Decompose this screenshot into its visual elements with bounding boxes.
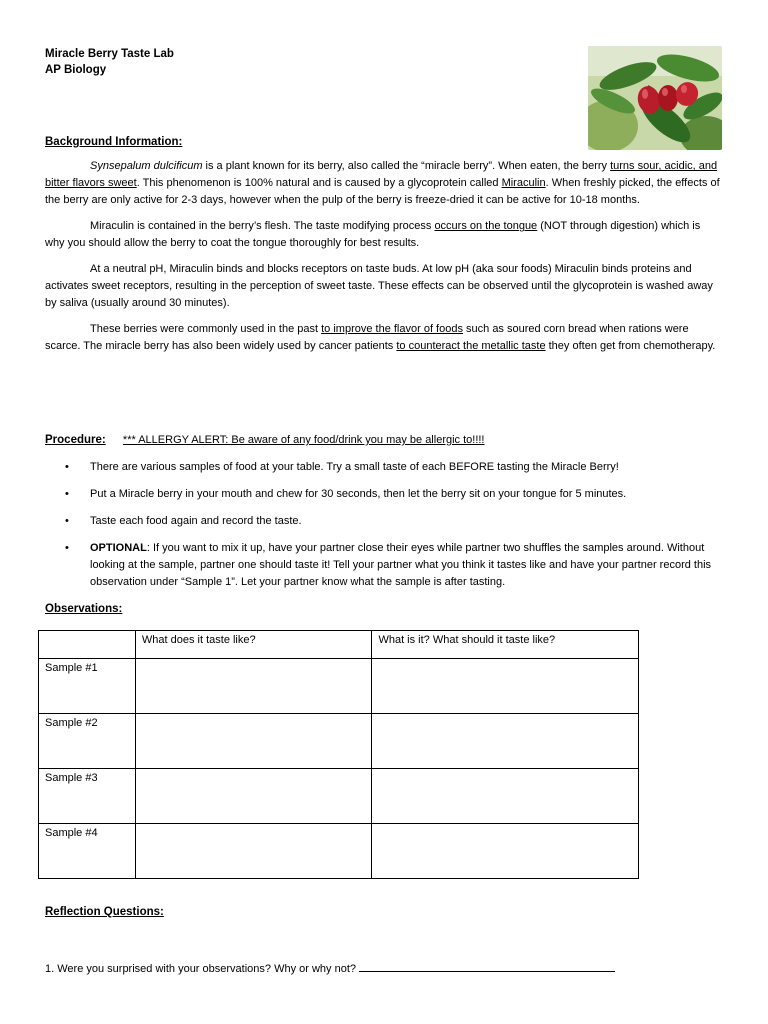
identity-cell[interactable] [372, 659, 639, 714]
table-row [39, 714, 639, 769]
observations-table [38, 630, 639, 879]
observations-heading: Observations: [45, 603, 123, 615]
background-body [45, 158, 721, 364]
background-paragraph-3: At a neutral pH, Miraculin binds and blocks receptors on taste buds. At low pH (aka sour foods) Miraculin binds proteins and activates sweet receptors, resulting in the perception of sweet taste. These effects can be observed until the glycoprotein is washed away by saliva (usually around 30 minutes). [45, 263, 713, 310]
header-cell-taste: What does it taste like? [135, 631, 372, 659]
miracle-berry-photo [588, 46, 722, 150]
answer-blank[interactable] [359, 959, 615, 972]
taste-cell[interactable] [135, 824, 372, 879]
bullet-icon: • [65, 542, 69, 555]
sample-label: Sample #4 [39, 824, 136, 879]
procedure-step: • There are various samples of food at your table. Try a small taste of each BEFORE tasting the Miracle Berry! [45, 459, 721, 476]
procedure-step-optional: • OPTIONAL: If you want to mix it up, have your partner close their eyes while partner two shuffles the samples around. Without looking at the sample, partner one should taste it! Tell your partner what you think it tastes like and have your partner record this observation under “Sample 1”. Let your partner know what the sample is after tasting. [65, 542, 712, 589]
optional-label: OPTIONAL [90, 542, 147, 555]
procedure-header [45, 432, 485, 450]
procedure-step: • Put a Miracle berry in your mouth and chew for 30 seconds, then let the berry sit on your tongue for 5 minutes. [45, 486, 721, 503]
background-paragraph-2: Miraculin is contained in the berry’s flesh. The taste modifying process occurs on the tongue (NOT through digestion) which is why you should allow the berry to coat the tongue thoroughly for best results. [45, 220, 701, 250]
title-line-1: Miracle Berry Taste Lab [45, 48, 174, 60]
background-paragraph-4: These berries were commonly used in the past to improve the flavor of foods such as soured corn bread when rations were scarce. The miracle berry has also been widely used by cancer patients to counteract the metallic taste they often get from chemotherapy. [45, 323, 716, 353]
table-row [39, 824, 639, 879]
document-title [45, 46, 174, 78]
background-heading: Background Information: [45, 136, 183, 148]
reflection-heading: Reflection Questions: [45, 906, 164, 918]
sample-label: Sample #2 [39, 714, 136, 769]
procedure-step: • Taste each food again and record the taste. [45, 513, 721, 530]
taste-cell[interactable] [135, 714, 372, 769]
question-text: 1. Were you surprised with your observations? Why or why not? [45, 963, 356, 975]
procedure-heading: Procedure: [45, 434, 106, 446]
species-name: Synsepalum dulcificum [90, 160, 203, 172]
reflection-question-1 [45, 959, 615, 978]
sample-label: Sample #1 [39, 659, 136, 714]
taste-cell[interactable] [135, 769, 372, 824]
table-row [39, 769, 639, 824]
procedure-steps [45, 459, 721, 601]
sample-label: Sample #3 [39, 769, 136, 824]
bullet-icon: • [65, 461, 69, 473]
identity-cell[interactable] [372, 824, 639, 879]
identity-cell[interactable] [372, 769, 639, 824]
taste-cell[interactable] [135, 659, 372, 714]
header-cell-blank [39, 631, 136, 659]
berry-2 [658, 85, 678, 111]
background-paragraph-1: Synsepalum dulcificum is a plant known for its berry, also called the “miracle berry”. When eaten, the berry turns sour, acidic, and bitter flavors sweet. This phenomenon is 100% natural and is caused by a glycoprotein called Miraculin. When freshly picked, the effects of the berry are only active for 2-3 days, however when the pulp of the berry is freeze-dried it can be active for 10-18 months. [45, 160, 720, 207]
table-row [39, 659, 639, 714]
header-cell-identity: What is it? What should it taste like? [372, 631, 639, 659]
title-line-2: AP Biology [45, 64, 107, 76]
table-header-row [39, 631, 639, 659]
allergy-alert: *** ALLERGY ALERT: Be aware of any food/drink you may be allergic to!!!! [122, 434, 485, 446]
bullet-icon: • [65, 515, 69, 528]
identity-cell[interactable] [372, 714, 639, 769]
bullet-icon: • [65, 488, 69, 501]
